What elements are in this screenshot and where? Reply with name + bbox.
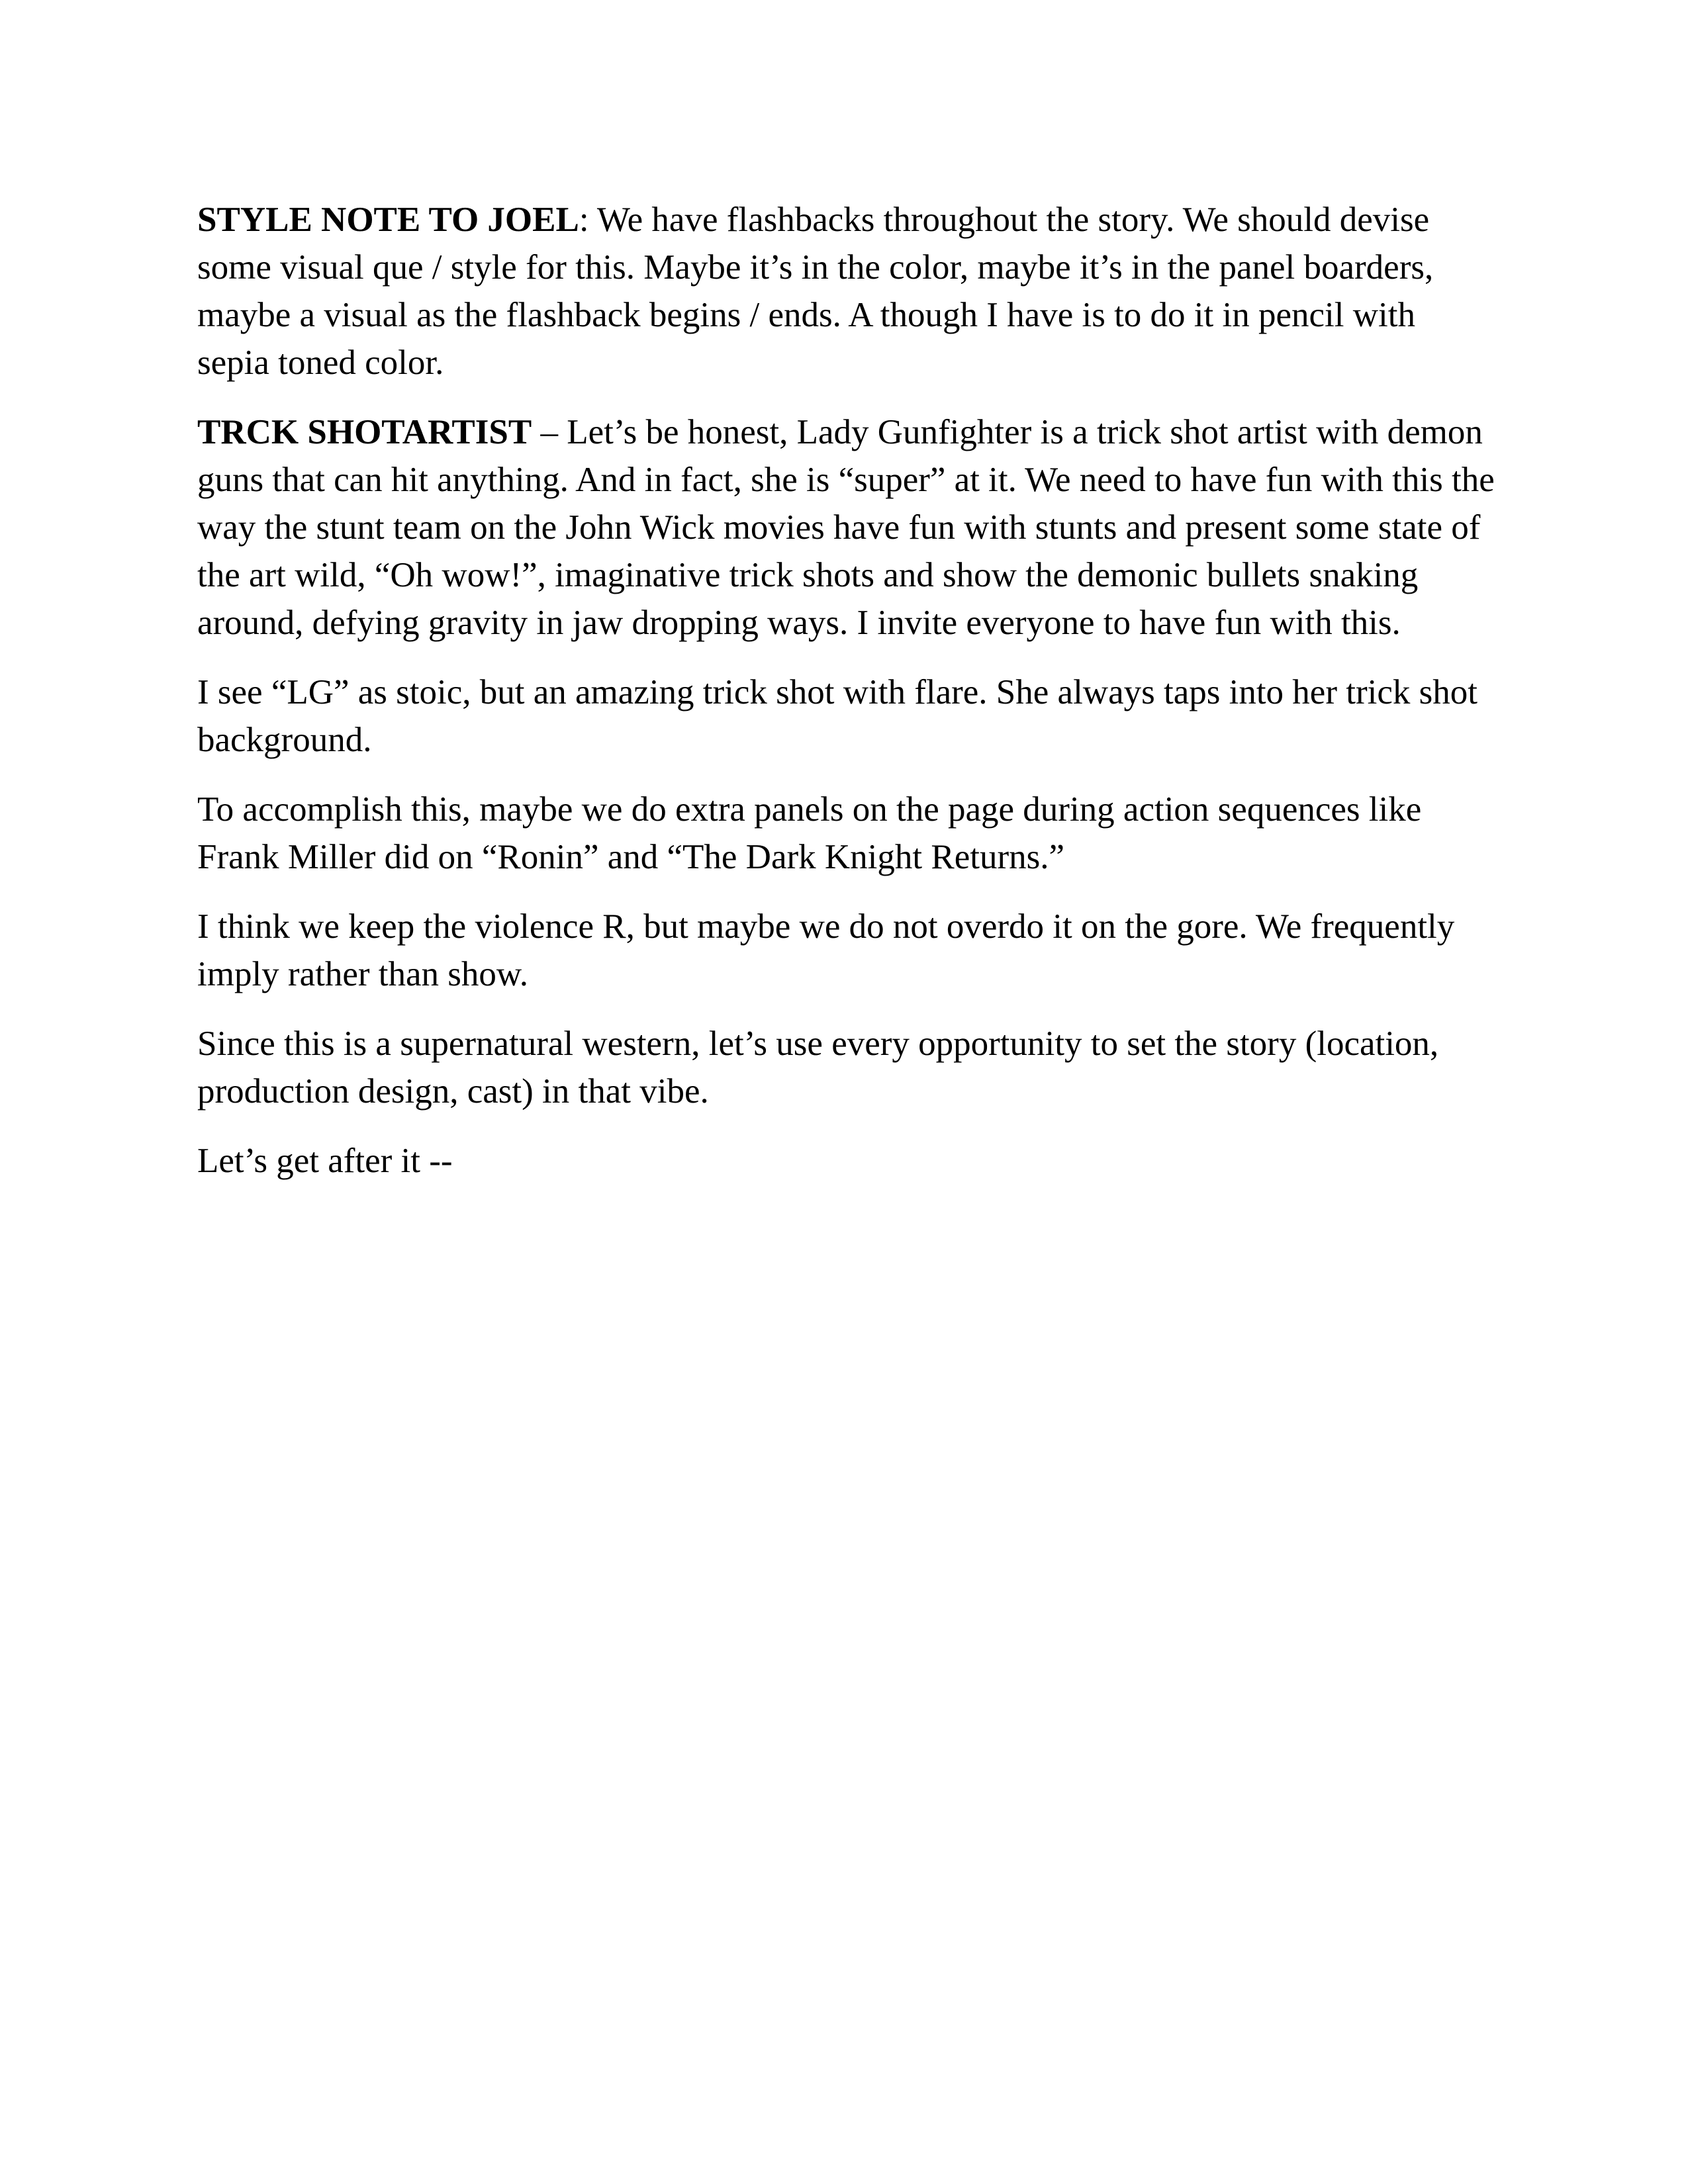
- paragraph-supernatural-western: [197, 1020, 1495, 1115]
- trick-shot-heading: TRCK SHOTARTIST: [197, 413, 532, 451]
- paragraph-style-note: [197, 196, 1495, 387]
- closing-text: Let’s get after it --: [197, 1142, 453, 1180]
- paragraph-trick-shot-artist: [197, 408, 1495, 647]
- extra-panels-text: To accomplish this, maybe we do extra panels on the page during action sequences like Frank Miller did on “Ronin” and “The Dark Knight Returns.”: [197, 790, 1422, 876]
- paragraph-violence: [197, 903, 1495, 998]
- style-note-text: : We have flashbacks throughout the story. We should devise some visual que / style for this. Maybe it’s in the color, maybe it’s in the panel boarders, maybe a visual as the flashback begins / ends. A though I have is to do it in pencil with sepia toned color.: [197, 201, 1434, 382]
- paragraph-closing: [197, 1137, 1495, 1185]
- paragraph-extra-panels: [197, 786, 1495, 881]
- trick-shot-text: – Let’s be honest, Lady Gunfighter is a trick shot artist with demon guns that can hit anything. And in fact, she is “super” at it. We need to have fun with this the way the stunt team on the John Wick movies have fun with stunts and present some state of the art wild, “Oh wow!”, imaginative trick shots and show the demonic bullets snaking around, defying gravity in jaw dropping ways. I invite everyone to have fun with this.: [197, 413, 1495, 642]
- lg-stoic-text: I see “LG” as stoic, but an amazing trick shot with flare. She always taps into her trick shot background.: [197, 673, 1477, 759]
- violence-text: I think we keep the violence R, but maybe we do not overdo it on the gore. We frequently imply rather than show.: [197, 907, 1455, 993]
- document-body: [197, 196, 1495, 1206]
- supernatural-western-text: Since this is a supernatural western, let’s use every opportunity to set the story (location, production design, cast) in that vibe.: [197, 1024, 1439, 1111]
- paragraph-lg-stoic: [197, 668, 1495, 764]
- style-note-heading: STYLE NOTE TO JOEL: [197, 201, 579, 239]
